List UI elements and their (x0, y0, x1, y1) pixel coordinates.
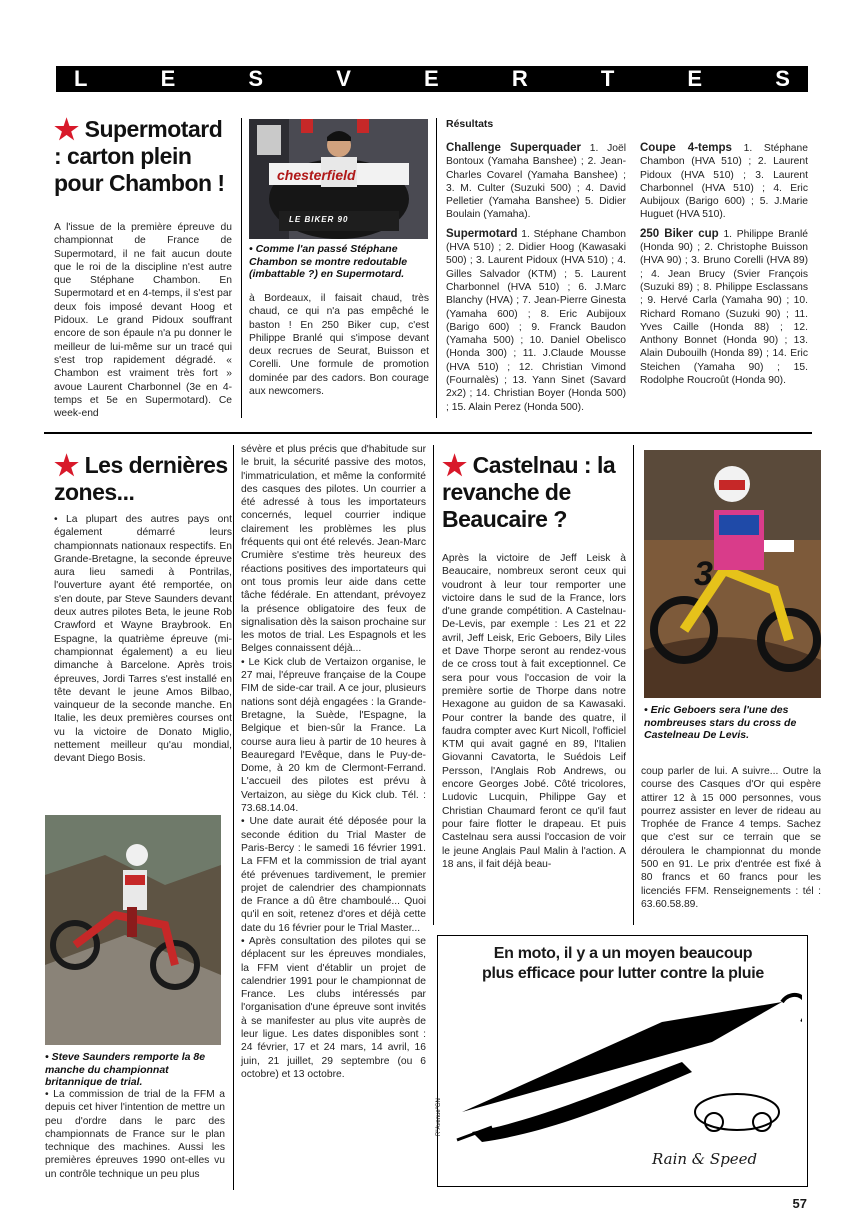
sponsor-text: chesterfield (277, 167, 356, 183)
ad-brand: Rain & Speed (652, 1150, 758, 1168)
section-banner (56, 66, 808, 92)
banner-letter: S (775, 66, 790, 91)
banner-letter: R (511, 66, 528, 91)
results-heading: Résultats (446, 118, 494, 130)
banner-letter: E (424, 66, 439, 91)
number-plate: 3 (694, 555, 713, 593)
paragraph: • Après consultation des pilotes qui se déplacent sur les épreuves mondiales, la FFM vient d'établir un projet de calendrier 1991 pour le championnat de France. Les clubs intéressés par l'organisation d'une épreuve sont invités à se manifester au plus vite auprès de leur ligue. Les dates disponibles sont : 24 février, 17 et 24 mars, 14 avril, 16 juin, 21 juillet, 29 septembre (ou 6 octobre) et 13 octobre. (241, 935, 426, 1080)
banner-letter: L (74, 66, 88, 91)
page-number: 57 (792, 1196, 807, 1211)
column-divider (436, 118, 437, 418)
result-item: Challenge Superquader 1. Joël Bontoux (Yamaha Banshee) ; 2. Jean-Charles Covarel (Yamaha Banshee) ; 3. M. Culter (Suzuki 500) ; 4. David Pelletier (Yamaha Banshee) 5. Didier Boulain (Yamaha). (446, 142, 626, 221)
article2-title: ★ Les dernières zones... (54, 450, 228, 505)
chambon-podium-photo (249, 119, 428, 239)
column-divider (241, 118, 242, 418)
section-divider (44, 432, 812, 434)
paragraph: • Le Kick club de Vertaizon organise, le 27 mai, l'épreuve française de la Coupe FIM de side-car trail. A ce jour, plusieurs nations sont déjà engagées : la Grande-Bretagne, la Suède, l'Espagne, la Belgique et bien-sûr la France. La course aura lieu à partir de 10 heures à Beauregard l'Evêque, dans le Puy-de-Dome, à 20 km de Clermont-Ferrand. L'accueil des pilotes est prévu à Vertaizon, au siège du Kick club. Tél. : 73.68.14.04. (241, 656, 426, 815)
article1-body: A l'issue de la première épreuve du championnat de France de Supermotard, il ne fait aucun doute que le roi de la discipline n'est autre que Stéphane Chambon. En Supermotard et en 4-temps, il s'est par deux fois imposé devant Hoog et Pidoux. Le grand Pidoux souffrant encore de son épaule n'a pu donner le meilleur de lui-même sur un tracé qui s'est trop rapidement dégradé. « Chambon est vraiment très fort » avoue Laurent Charbonnel (3e en 4-temps et 5e en Supermotard). Ce week-end (54, 222, 232, 420)
article3-caption: • Eric Geboers sera l'une des nombreuses stars du cross de Castelneau De Levis. (644, 704, 797, 741)
star-icon: ★ (54, 114, 79, 145)
geboers-motocross-photo (644, 450, 821, 698)
banner-letter: S (248, 66, 264, 91)
article2-p2: • La commission de trial de la FFM a depuis cet hiver l'intention de mettre un peu d'ordre dans le parc des championnats de France sur le plan technique des machines. Aussi les premières épreuves 1990 ont-elles vu un contrôle technique un peu plus (45, 1089, 225, 1180)
article2-col2 (241, 443, 426, 1081)
banner-letter: V (336, 66, 351, 91)
star-icon: ★ (442, 450, 467, 481)
result-item: Supermotard 1. Stéphane Chambon (HVA 510) ; 2. Didier Hoog (Kawasaki 500) ; 3. Laurent Pidoux (HVA 510) ; 4. Gilles Salvador (KTM) ; 5. Laurent Charbonnel (HVA 510) ; 6. J.Marc Blanchy (HVA) ; 7. Jean-Pierre Ginesta (Yamaha 600) ; 8. Eric Aubijoux (Barigo 600) ; 9. Franck Baudon (Yamaha 500) ; 10. Daniel Obelisco (Honda 300) ; 11. J.Claude Mousse (HVA 510) ; 12. Christian Vimond (Fournalès) ; 13. Yann Sinet (Savard 2x2) ; 14. Christian Boyer (Honda 500) ; 15. Alain Perez (Honda 500). (446, 227, 626, 413)
star-icon: ★ (54, 450, 79, 481)
rain-speed-advertisement (437, 935, 808, 1187)
banner-letter: T (600, 66, 615, 91)
article2-caption: • Steve Saunders remporte la 8e manche du championnat britannique de trial. (45, 1051, 206, 1088)
trial-illustration (45, 815, 221, 1045)
banner-letter: E (687, 66, 703, 91)
saunders-trial-photo (45, 815, 221, 1045)
column-divider (433, 445, 434, 925)
article1-caption: • Comme l'an passé Stéphane Chambon se montre redoutable (imbattable ?) en Supermotard. (249, 243, 408, 280)
article1-title: ★ Supermotard : carton plein pour Chambon ! (54, 114, 225, 196)
article3-body: Après la victoire de Jeff Leisk à Beaucaire, nombreux seront ceux qui voudront à leur tour remporter une victoire dans le sud de la France, lors d'une grande compétition. A Castelnau-De-Levis, par exemple : Les 21 et 22 avril, Jeff Leisk, Eric Geboers, Bily Liles et Dave Thorpe seront au rendez-vous de ce cross tout à fait exceptionnel. Ce sera pour vous l'occasion de voir la première sortie de Thorpe dans notre Hexagone au guidon de sa Kawasaki. Pour contrer la bande des quatre, il faudra compter avec Kurt Nicoll, l'officiel KTM qui avait gagné en 89, l'Italien Giovanni Cavatorta, le Suédois Leif Persson, l'Anglais Rob Andrews, ou encore Georges Jobé. Côté tricolores, Ludovic Lucquin, Philippe Gay et Christian Chaumard feront ce qu'il faut pour faire flotter le drapeau. Et puis Castelnau sera aussi l'occasion de voir le jeune Anglais Paul Malin à l'action. A 18 ans, il fait déjà beau- (442, 553, 626, 870)
paragraph: • Une date aurait été déposée pour la seconde édition du Trial Master de Paris-Bercy : le samedi 16 février 1991. La FFM et la commission de trial ayant été prévenues tardivement, le premier projet de calendrier des championnats de France a dû être chamboulé... Quoi qu'il en soit, retenez d'ores et déjà cette date du 16 février pour le Trial Master... (241, 816, 426, 934)
results-col1 (446, 142, 626, 414)
article3-title: ★ Castelnau : la revanche de Beaucaire ? (442, 450, 616, 532)
bike-label: LE BIKER 90 (289, 215, 349, 224)
results-col2 (640, 142, 808, 387)
motocross-illustration (644, 450, 821, 698)
result-item: Coupe 4-temps 1. Stéphane Chambon (HVA 510) ; 2. Laurent Pidoux (HVA 510) ; 3. Laurent Charbonnel (HVA 510) ; 4. Eric Aubijoux (Barigo 600) ; 5. J.Marie Huguet (HVA 510). (640, 142, 808, 221)
article2-p1: • La plupart des autres pays ont également démarré leurs championnats nationaux respectifs. En Grande-Bretagne, la seconde épreuve aura lieu samedi à Pontrilas, l'ouverture ayant été remportée, on s'en doute, par Steve Saunders devant deux autres pilotes Beta, le jeune Rob Crawford et Wayne Braybrook. En Espagne, la quatrième épreuve (mi-championnat également) a eu lieu dimanche à Barcelone. Après trois épreuves, Jordi Tarres s'est installé en tête devant le jeune Amos Bilbao, vainqueur de la seconde manche. En Italie, les deux premières courses ont vu la victoire de Donato Miglio, nettement meilleur qu'au mondial, devant Diego Bosis. (54, 514, 232, 765)
ad-headline: En moto, il y a un moyen beaucoup plus efficace pour lutter contre la pluie (482, 945, 764, 982)
column-divider (633, 445, 634, 925)
paragraph: sévère et plus précis que d'habitude sur le bruit, la sécurité passive des motos, l'immatriculation, et même la conformité des casques des pilotes. Un courrier a été adressé à tous les importateurs concernés, lequel courrier indique clairement les problèmes les plus fréquents qui ont été relevés. Jean-Marc Crumière s'estime très heureux des réactions positives des importateurs qui ont tous promis leur aide dans cette tâche fédérale. En attendant, prévoyez la présence obligatoire des feux de signalisation dès la saison prochaine sur les motos de trial. Les Espagnols et les Belges connaissent déjà... (241, 444, 426, 655)
column-divider (233, 445, 234, 1190)
article1-continuation: à Bordeaux, il faisait chaud, très chaud, ce qui n'a pas empêché le baston ! En 250 Biker cup, c'est Philippe Branlé qui s'impose devant deux recrues de Seurat, Buisson et Corelli. Une formule de promotion dominée par des cadors. Bon courage aux newcomers. (249, 293, 429, 398)
result-item: 250 Biker cup 1. Philippe Branlé (Honda 90) ; 2. Christophe Buisson (HVA 90) ; 3. Bruno Corelli (HVA 89) ; 4. Jean Brucy (Svier François (Suzuki 89) ; 8. Philippe Esclassans ; 9. Hervé Carla (Yamaha 90) ; 10. Richard Romano (Suzuki 90) ; 11. Yves Caille (Honda 88) ; 12. Anthony Bonnet (Honda 90) ; 13. Alain Dubouilh (Honda 89) ; 14. Eric Steichen (Yamaha 90) ; 15. Rodolphe Roucroût (Honda 90). (640, 227, 808, 387)
article3-continuation: coup parler de lui. A suivre... Outre la course des Casques d'Or qui espère attirer 12 à 15 000 personnes, vous pourrez assister en lever de rideau au Trophée de France 4 temps. Sachez que c'est sur ce terrain que se déroulera le championnat du monde 500 en 91. Le prix d'entrée est fixé à 80 francs et 60 francs pour les licenciés FFM. Renseignements : tél : 63.60.58.89. (641, 766, 821, 910)
ad-side-text: R"Avenue"GN (436, 1098, 442, 1136)
banner-letter: E (160, 66, 176, 91)
